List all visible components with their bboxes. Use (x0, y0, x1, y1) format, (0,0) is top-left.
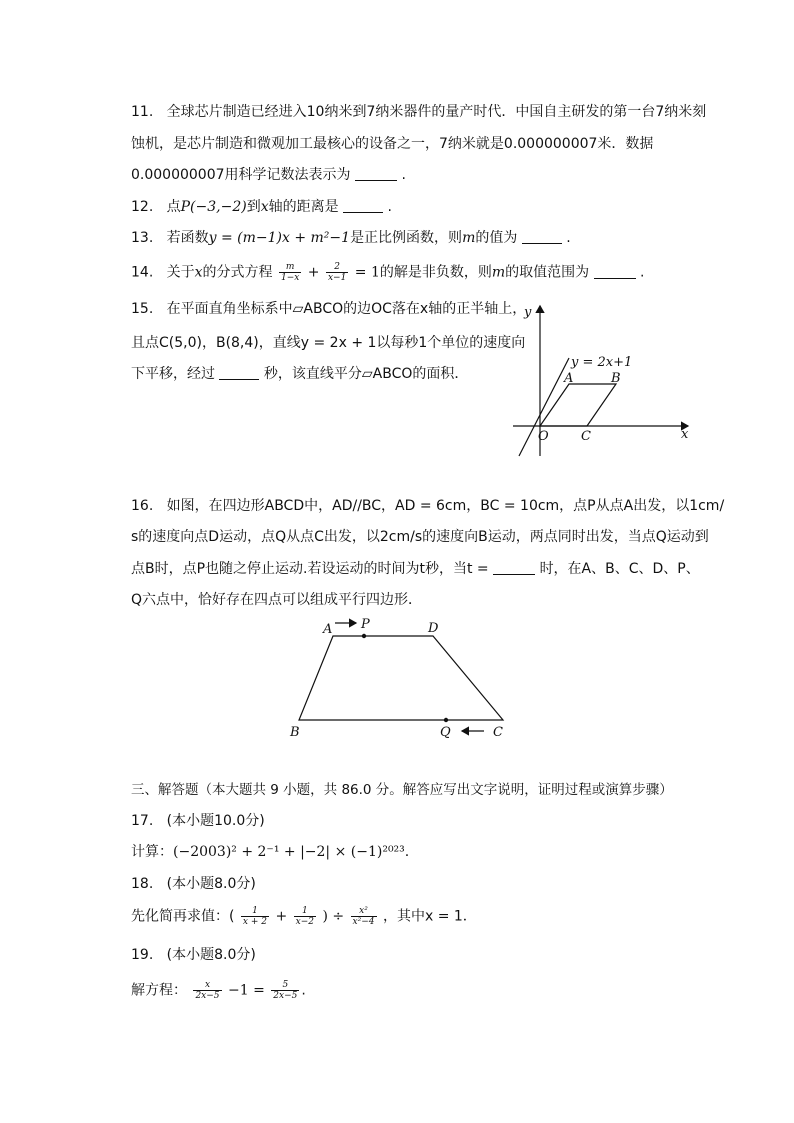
q16-text3a: 点B时，点P也随之停止运动.若设运动的时间为t秒，当t = (131, 561, 489, 577)
q14-mid1: 的分式方程 (202, 264, 273, 281)
q18-divide: ) ÷ (322, 908, 345, 925)
q16-answer-blank[interactable] (493, 560, 535, 575)
q18-score: (本小题8.0分) (166, 876, 256, 892)
q12-answer-blank[interactable] (343, 198, 383, 213)
q18-body (131, 906, 477, 927)
q15-answer-blank[interactable] (219, 365, 259, 380)
q18-plus: + (275, 908, 288, 925)
q19-number: 19. (131, 947, 154, 963)
q11-line1 (131, 102, 706, 122)
q16-figure (283, 612, 523, 744)
q14-var: x (194, 264, 203, 281)
q11-text1: 全球芯片制造已经进入10纳米到7纳米器件的量产时代．中国自主研发的第一台7纳米刻 (166, 104, 707, 120)
q14-pre: 关于 (166, 264, 195, 281)
section-3-title: 三、解答题（本大题共 9 小题，共 86.0 分。解答应写出文字说明，证明过程或演算步骤） (131, 782, 673, 798)
q14-var2: m (491, 264, 506, 281)
q11-period: . (401, 167, 406, 183)
q14-plus: + (307, 264, 320, 281)
q16-text3b: 时，在A、B、C、D、P、 (539, 561, 700, 577)
label-q: Q (440, 725, 451, 740)
q16-line2: s的速度向点D运动，点Q从点C出发，以2cm/s的速度向B运动，两点同时出发，当点Q运动到 (131, 529, 709, 545)
q15-figure (505, 300, 705, 460)
q14-post: 的取值范围为 (505, 264, 590, 281)
q12-mid: 到 (246, 199, 261, 215)
label-p: P (361, 617, 370, 632)
q19-fraction-2: $\frac{5}{2x-5}$ (273, 980, 298, 1001)
label-d: D (428, 621, 439, 636)
q15-line1 (131, 299, 526, 319)
line-label: y = 2x+1 (571, 355, 633, 370)
q13-period: . (566, 230, 571, 246)
point-b-label: B (611, 371, 621, 386)
q17-label: 计算： (131, 844, 173, 860)
q18-header (131, 874, 256, 894)
q14-line (131, 262, 645, 283)
q15-line2: 且点C(5,0)，B(8,4)，直线y = 2x + 1以每秒1个单位的速度向 (131, 335, 526, 351)
q12-post: 轴的距离是 (268, 199, 339, 215)
q18-fraction-2: $\frac{1}{x-2}$ (295, 906, 314, 927)
label-c: C (493, 725, 503, 740)
q16-line1 (131, 496, 724, 516)
q17-header (131, 811, 265, 831)
q13-answer-blank[interactable] (522, 229, 562, 244)
point-q (444, 718, 448, 722)
q13-post: 的值为 (475, 230, 518, 246)
q18-number: 18. (131, 876, 154, 892)
q14-number: 14. (131, 264, 154, 281)
q19-body (131, 980, 306, 1001)
q13-function: y = (m−1)x + m²−1 (208, 230, 351, 246)
q11-line3 (131, 165, 406, 185)
label-a: A (323, 622, 333, 637)
q12-pre: 点 (166, 199, 181, 215)
parallelogram-abco (540, 384, 616, 426)
q19-mid: −1 = (227, 982, 265, 999)
y-axis-label: y (524, 305, 532, 320)
origin-label: O (538, 429, 549, 444)
q13-var: m (462, 230, 476, 246)
q19-label: 解方程： (131, 982, 187, 999)
q18-post: ，其中x = 1． (382, 908, 477, 925)
q13-pre: 若函数 (166, 230, 209, 246)
q15-text3b: 秒，该直线平分▱ABCO的面积． (263, 366, 469, 382)
q17-number: 17. (131, 813, 154, 829)
q16-number: 16. (131, 498, 154, 514)
q16-text1: 如图，在四边形ABCD中，AD//BC，AD = 6cm，BC = 10cm，点P从点A出发，以1cm/ (166, 498, 725, 514)
q12-axis: x (260, 199, 269, 215)
q11-answer-blank[interactable] (355, 166, 397, 181)
q16-line4: Q六点中，恰好存在四点可以组成平行四边形． (131, 592, 423, 608)
q12-point: P(−3,−2) (180, 199, 247, 215)
q14-period: . (640, 264, 645, 281)
q13-line (131, 228, 571, 248)
q14-answer-blank[interactable] (594, 264, 636, 279)
point-c-label: C (581, 429, 591, 444)
q18-fraction-1: $\frac{1}{x + 2}$ (242, 906, 267, 927)
quadrilateral-abcd (299, 636, 503, 720)
q13-mid: 是正比例函数，则 (350, 230, 463, 246)
q16-line3 (131, 559, 700, 579)
point-a-label: A (564, 371, 574, 386)
q15-line3 (131, 364, 468, 384)
q14-fraction-2: $\frac{2}{x-1}$ (327, 262, 347, 283)
q19-period: . (301, 982, 306, 999)
q17-body (131, 842, 409, 862)
q15-text1: 在平面直角坐标系中▱ABCO的边OC落在x轴的正半轴上， (166, 301, 527, 317)
q12-number: 12. (131, 199, 154, 215)
q18-label: 先化简再求值：( (131, 908, 235, 925)
q11-number: 11. (131, 104, 154, 120)
q11-text3: 0.000000007用科学记数法表示为 (131, 167, 351, 183)
q15-number: 15. (131, 301, 154, 317)
label-b: B (290, 725, 300, 740)
q14-fraction-1: $\frac{m}{1-x}$ (280, 262, 300, 283)
q19-header (131, 945, 256, 965)
point-p (362, 634, 366, 638)
q15-text3a: 下平移，经过 (131, 366, 215, 382)
q19-fraction-1: $\frac{x}{2x-5}$ (195, 980, 220, 1001)
q17-expression: (−2003)² + 2⁻¹ + |−2| × (−1)²⁰²³. (173, 844, 410, 860)
q14-mid2: 的解是非负数，则 (379, 264, 492, 281)
q13-number: 13. (131, 230, 154, 246)
q12-period: . (387, 199, 392, 215)
q18-fraction-3: $\frac{\text{x²}}{\text{x²−4}}$ (352, 906, 375, 927)
q19-score: (本小题8.0分) (166, 947, 256, 963)
x-axis-label: x (681, 427, 689, 442)
q12-line (131, 197, 392, 217)
q11-line2: 蚀机，是芯片制造和微观加工最核心的设备之一，7纳米就是0.000000007米．数据 (131, 136, 654, 152)
q14-rhs: = 1 (354, 264, 380, 281)
q17-score: (本小题10.0分) (166, 813, 265, 829)
